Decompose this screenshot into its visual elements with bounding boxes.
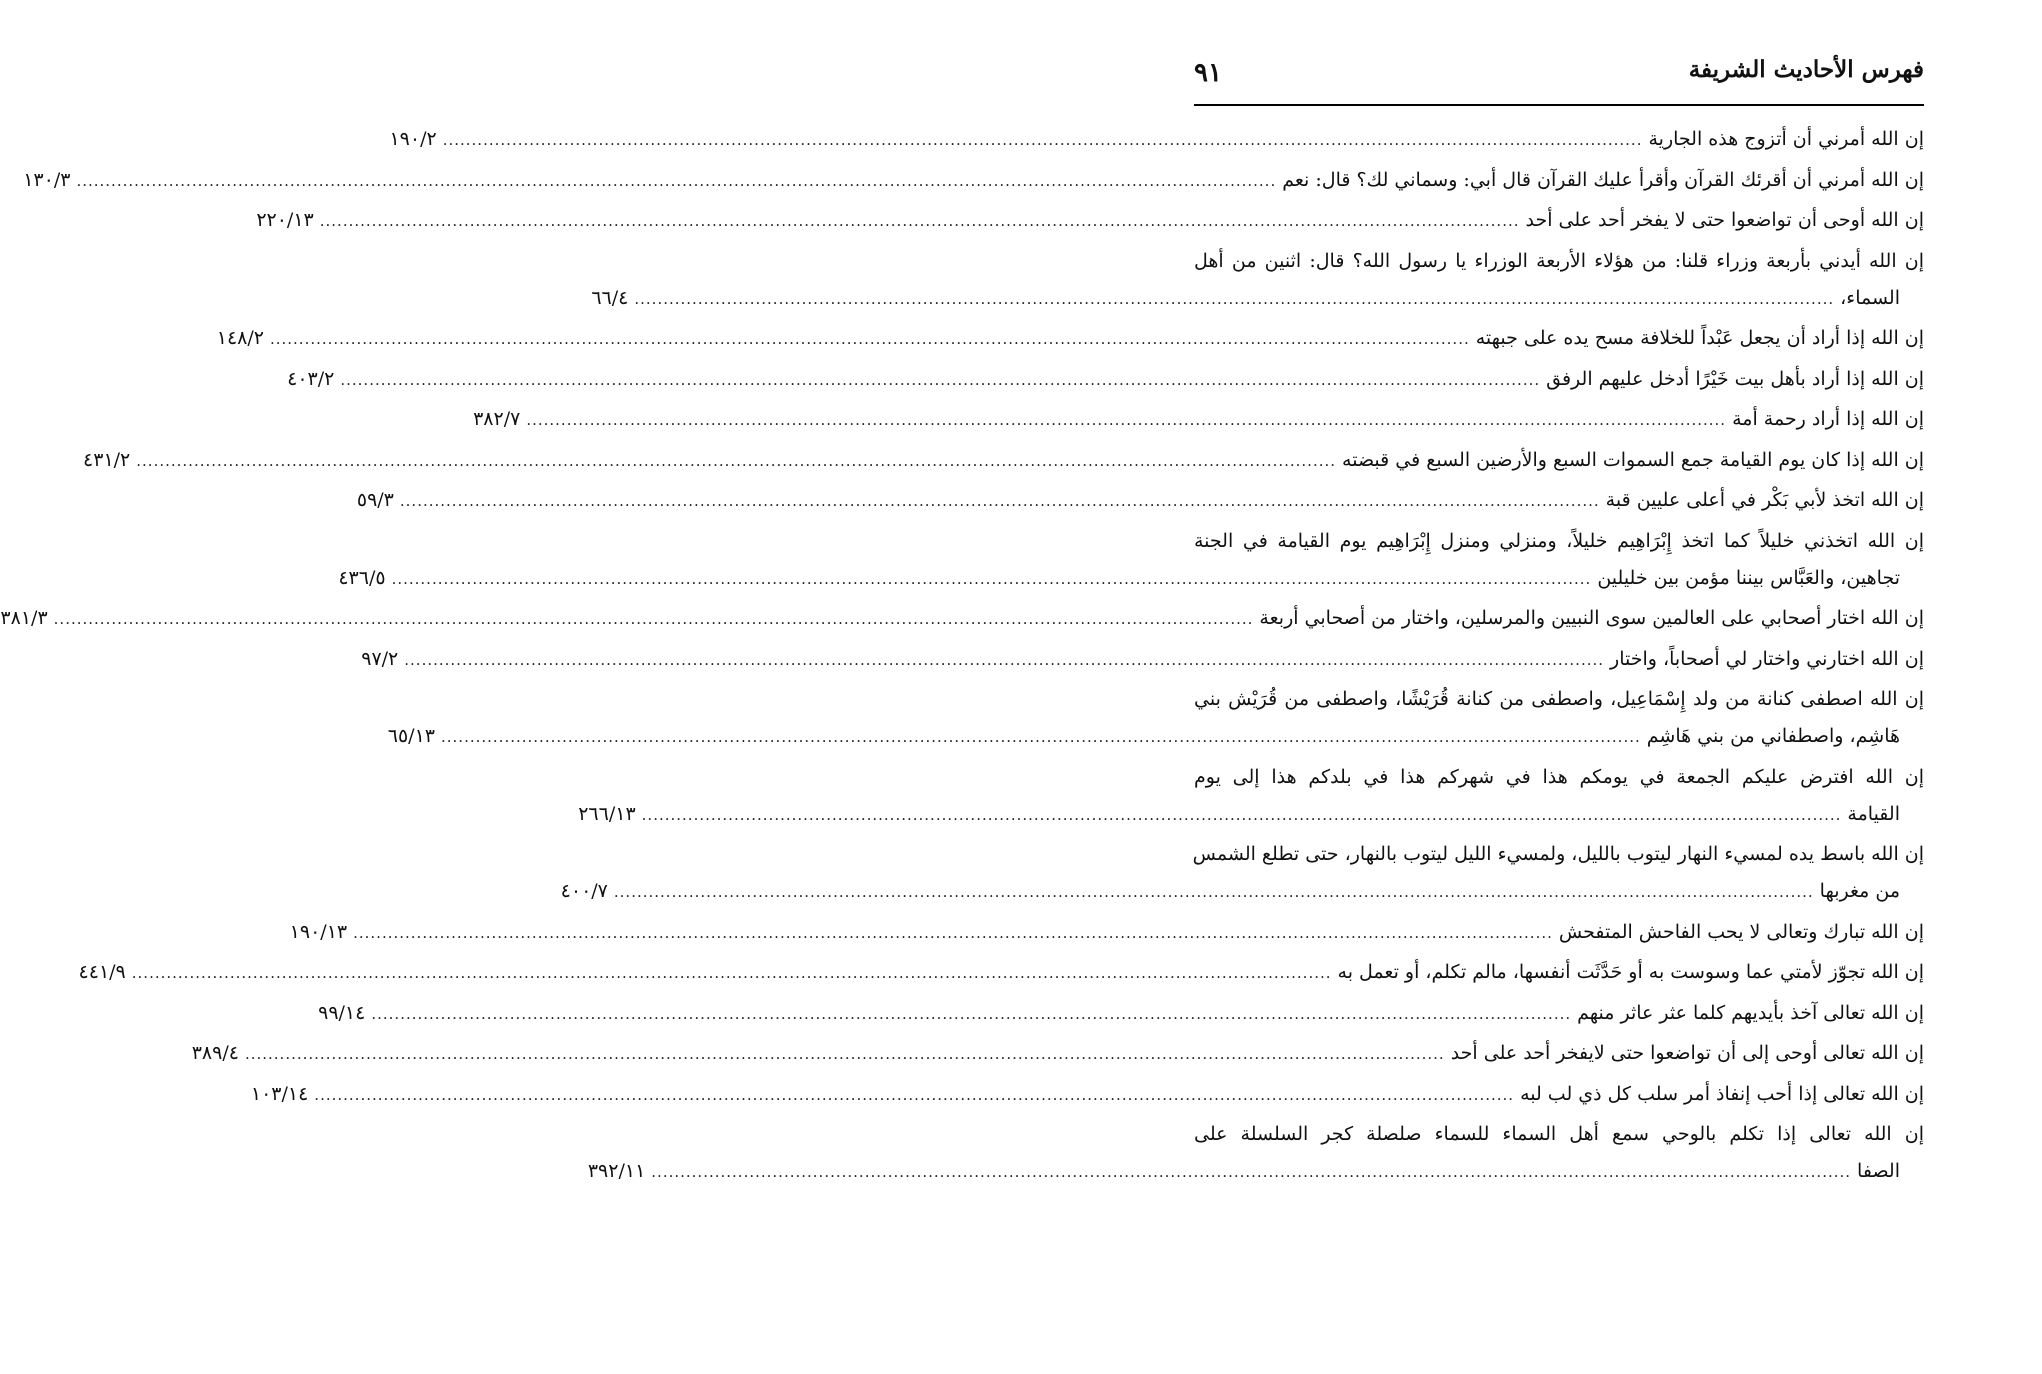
dot-leader [441,728,1641,746]
hadith-entry [256,209,1924,246]
volume-page-ref: ١٠٣/١٤ [250,1082,309,1105]
hadith-entry [587,1123,1924,1197]
hadith-line [23,168,1924,206]
hadith-entry [578,765,1924,840]
hadith-line [289,920,1924,958]
hadith-entry [289,920,1924,958]
dot-leader [526,411,1726,429]
hadith-line [1194,250,1924,287]
volume-page-ref: ٤٣٦/٥ [338,566,386,589]
hadith-text: إن الله إذا أراد بأهل بيت خَيْرًا أدخل عليهم الرفق [1546,367,1924,390]
hadith-entry [0,607,1924,644]
dot-leader [614,883,1814,901]
page-number: ٩١ [1194,58,1222,88]
volume-page-ref: ٦٦/٤ [591,286,629,309]
hadith-continuation-line [591,286,1924,324]
volume-page-ref: ٣٨١/٣ [0,607,48,629]
hadith-text: القيامة [1847,802,1900,825]
volume-page-ref: ١٤٨/٢ [216,327,264,349]
hadith-entry [287,367,1924,405]
volume-page-ref: ٢٦٦/١٣ [578,802,636,825]
hadith-line [250,1082,1924,1120]
hadith-line [1194,843,1924,880]
hadith-text: إن الله تجوّز لأمتي عما وسوست به أو حَدَّثَت أنفسها، مالم تكلم، أو تعمل به [1337,961,1924,983]
hadith-line [1194,1123,1924,1160]
dot-leader [404,651,1604,669]
volume-page-ref: ١٩٠/٢ [389,128,437,150]
dot-leader [371,1005,1571,1023]
dot-leader [136,452,1336,470]
volume-page-ref: ٣٨٢/٧ [473,408,521,430]
hadith-text: إن الله أيدني بأربعة وزراء قلنا: من هؤلاء الأربعة الوزراء يا رسول الله؟ قال: اثنين من أهل [1194,249,1924,272]
dot-leader [314,1086,1514,1104]
hadith-line [473,408,1924,445]
dot-leader [270,330,1470,348]
hadith-line [83,448,1924,486]
hadith-line [318,1001,1924,1039]
hadith-entry [216,327,1924,364]
hadith-entry [250,1082,1924,1120]
hadith-line [191,1042,1924,1079]
dot-leader [76,172,1276,190]
volume-page-ref: ٦٥/١٣ [387,725,435,747]
volume-page-ref: ٤٣١/٢ [83,448,131,471]
hadith-text: إن الله أمرني أن أقرئك القرآن وأقرأ عليك القرآن قال أبي: وسماني لك؟ قال: نعم [1282,168,1924,191]
dot-leader [320,212,1520,230]
hadith-line [361,647,1924,685]
dot-leader [340,371,1540,389]
dot-leader [132,964,1332,982]
hadith-entry [191,1042,1924,1079]
hadith-line [1194,766,1924,803]
hadith-index-list [0,128,1924,1201]
hadith-line [1194,530,1924,567]
hadith-text: السماء، [1840,286,1900,309]
hadith-text: إن الله إذا أراد رحمة أمة [1732,408,1924,430]
hadith-entry [338,529,1924,604]
hadith-line [216,327,1924,364]
hadith-entry [560,843,1924,917]
hadith-line [389,128,1924,165]
hadith-continuation-line [338,566,1924,604]
hadith-text: إن الله اختارني واختار لي أصحاباً، واختار [1610,647,1924,670]
hadith-line [256,209,1924,246]
hadith-text: إن الله تبارك وتعالى لا يحب الفاحش المتفحش [1558,920,1924,943]
volume-page-ref: ٥٩/٣ [356,489,394,511]
hadith-continuation-line [578,802,1924,840]
hadith-text: إن الله أمرني أن أتزوج هذه الجارية [1648,128,1924,150]
hadith-text: إن الله اختار أصحابي على العالمين سوى النبيين والمرسلين، واختار من أصحابي أربعة [1259,607,1924,629]
dot-leader [54,610,1254,628]
hadith-text: الصفا [1857,1160,1900,1182]
dot-leader [245,1045,1445,1063]
dot-leader [400,492,1600,510]
hadith-entry [591,249,1924,324]
page-header [1194,52,1924,98]
dot-leader [642,806,1842,824]
hadith-entry [23,168,1924,206]
hadith-continuation-line [587,1160,1924,1197]
hadith-text: إن الله اتخذ لأبي بَكْر في أعلى عليين قبة [1605,489,1924,511]
volume-page-ref: ٤٠٠/٧ [560,880,608,902]
hadith-line [1194,688,1924,725]
hadith-text: إن الله افترض عليكم الجمعة في يومكم هذا في شهركم هذا في بلدكم هذا إلى يوم [1194,765,1924,788]
hadith-line [287,367,1924,405]
hadith-text: إن الله تعالى آخذ بأيديهم كلما عثر عاثر منهم [1577,1001,1924,1024]
hadith-entry [361,647,1924,685]
volume-page-ref: ٩٧/٢ [361,647,399,670]
hadith-entry [83,448,1924,486]
hadith-entry [473,408,1924,445]
volume-page-ref: ١٩٠/١٣ [289,920,348,943]
page-title: فهرس الأحاديث الشريفة [1688,56,1924,83]
volume-page-ref: ١٣٠/٣ [23,168,71,191]
volume-page-ref: ٤٤١/٩ [78,961,126,983]
hadith-text: هَاشِم، واصطفاني من بني هَاشِم [1646,725,1900,747]
dot-leader [651,1163,1851,1181]
hadith-line [0,607,1924,644]
hadith-text: إن الله أوحى أن تواضعوا حتى لا يفخر أحد على أحد [1525,209,1924,231]
hadith-text: تجاهين، والعَبَّاس بيننا مؤمن بين خليلين [1597,566,1900,589]
dot-leader [443,131,1643,149]
hadith-text: إن الله تعالى إذا أحب إنفاذ أمر سلب كل ذي لب لبه [1520,1082,1924,1105]
volume-page-ref: ٩٩/١٤ [318,1001,366,1024]
hadith-entry [318,1001,1924,1039]
hadith-entry [356,489,1924,526]
hadith-continuation-line [387,725,1924,762]
volume-page-ref: ٣٨٩/٤ [191,1042,239,1064]
hadith-entry [387,688,1924,762]
hadith-entry [389,128,1924,165]
hadith-text: إن الله اصطفى كنانة من ولد إِسْمَاعِيل، واصطفى من كنانة قُرَيْشًا، واصطفى من قُرَيْش بني [1194,688,1924,710]
hadith-text: إن الله إذا أراد أن يجعل عَبْداً للخلافة مسح يده على جبهته [1475,327,1924,349]
hadith-text: إن الله إذا كان يوم القيامة جمع السموات السبع والأرضين السبع في قبضته [1342,448,1924,471]
hadith-line [356,489,1924,526]
hadith-text: إن الله باسط يده لمسيء النهار ليتوب بالليل، ولمسيء الليل ليتوب بالنهار، حتى تطلع الشمس [1192,843,1924,865]
hadith-text: إن الله تعالى إذا تكلم بالوحي سمع أهل السماء للسماء صلصلة كجر السلسلة على [1194,1123,1924,1145]
hadith-entry [78,961,1924,998]
volume-page-ref: ٣٩٢/١١ [587,1160,646,1182]
dot-leader [392,570,1592,588]
volume-page-ref: ٤٠٣/٢ [287,367,335,390]
hadith-text: من مغربها [1819,880,1900,902]
hadith-text: إن الله اتخذني خليلاً كما اتخذ إِبْرَاهِيم خليلاً، ومنزلي ومنزل إِبْرَاهِيم يوم القيامة في الجنة [1194,529,1924,552]
dot-leader [353,924,1553,942]
hadith-text: إن الله تعالى أوحى إلى أن تواضعوا حتى لايفخر أحد على أحد [1450,1042,1924,1064]
hadith-line [78,961,1924,998]
header-rule [1194,104,1924,106]
dot-leader [634,290,1834,308]
hadith-continuation-line [560,880,1924,917]
volume-page-ref: ٢٢٠/١٣ [256,209,314,231]
